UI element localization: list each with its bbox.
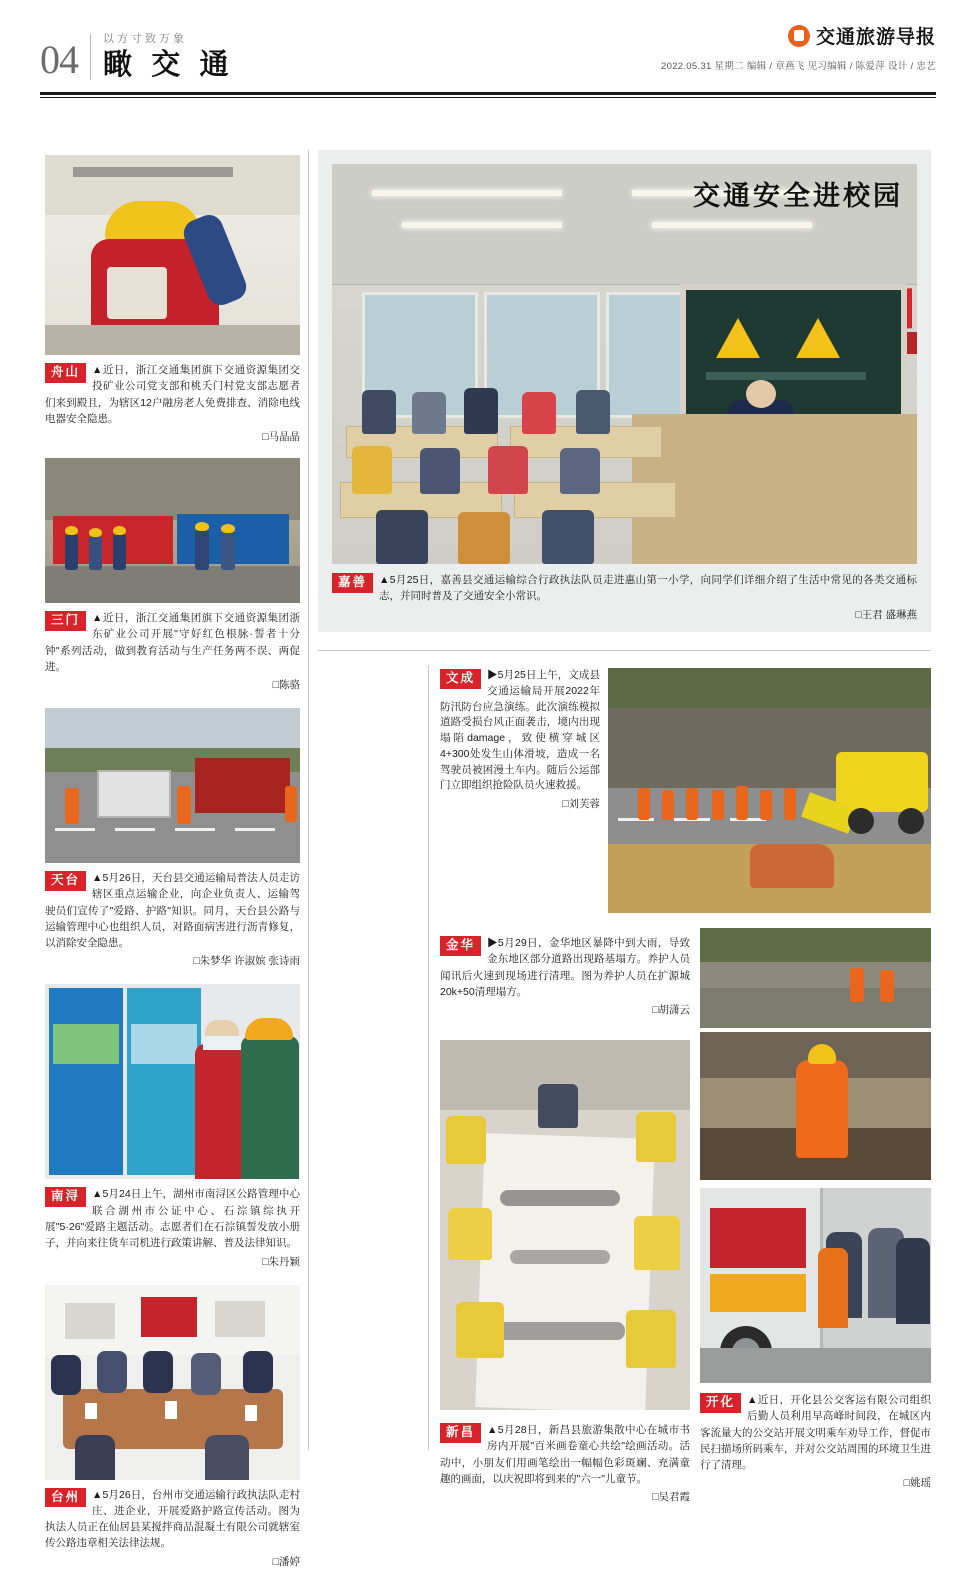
caption-text-wencheng: ▶5月25日上午，文成县交通运输局开展2022年防汛防台应急演练。此次演练模拟道路受损台风正面袭击，境内出现塌陷damage，致使横穿城区4+300处发生山体滑坡，造成一名驾驶员被困漫土车内。随后公运部门立即组织抢险队员火速救援。	[440, 669, 600, 792]
byline-sanmen: □陈骆	[272, 679, 300, 692]
news-block-taizhou	[45, 1285, 300, 1569]
caption-text-tiantai: ▲5月26日，天台县交通运输局普法人员走访辖区重点运输企业，向企业负责人、运输驾驶员们宣传了"爱路、护路"知识。同月，天台县公路与运输管理中心也组织人员，对路面病害进行沥青修复，以消除安全隐患。	[45, 872, 300, 950]
caption-zhoushan	[45, 362, 300, 444]
city-tag-taizhou: 台州	[45, 1488, 86, 1508]
caption-nanxun	[45, 1186, 300, 1268]
photo-sanmen	[45, 458, 300, 603]
photo-jinhua-2	[700, 1032, 931, 1180]
news-block-xinchang	[440, 1422, 690, 1504]
masthead-rule-thick	[40, 92, 936, 95]
brand-row	[661, 22, 936, 49]
news-block-jinhua	[440, 935, 690, 1017]
caption-text-kaihua: ▲近日，开化县公交客运有限公司组织后勤人员利用早高峰时间段，在城区内客流量大的公交站开展文明乘车劝导工作，督促市民扫描场所码乘车，并对公交站周围的环境卫生进行了清理。	[700, 1394, 931, 1472]
photo-tiantai	[45, 708, 300, 863]
news-block-tiantai	[45, 708, 300, 968]
news-block-wencheng	[440, 668, 600, 811]
caption-text-taizhou: ▲5月26日，台州市交通运输行政执法队走村庄、进企业，开展爱路护路宣传活动。图为执法人员正在仙居县某搅拌商品混凝土有限公司就辖室传公路违章相关法律法规。	[45, 1488, 300, 1550]
loader-vehicle	[836, 752, 928, 812]
city-tag-sanmen: 三门	[45, 611, 86, 631]
paper-scroll	[475, 1133, 654, 1410]
masthead-divider	[90, 34, 91, 80]
byline-wencheng: □刘芙蓉	[562, 798, 600, 810]
city-tag-wencheng: 文成	[440, 669, 481, 689]
byline-taizhou: □潘婷	[272, 1555, 300, 1568]
city-tag-xinchang: 新昌	[440, 1423, 481, 1443]
photo-kaihua	[700, 1188, 931, 1383]
caption-jinhua	[440, 935, 690, 1017]
byline-tiantai: □朱梦华 许淑嫔 张诗雨	[193, 955, 300, 968]
news-block-nanxun	[45, 984, 300, 1268]
news-block-sanmen	[45, 458, 300, 692]
caption-kaihua	[700, 1392, 931, 1490]
caption-feature	[332, 572, 917, 622]
issue-meta: 2022.05.31 星期二 编辑 / 章燕飞 见习编辑 / 陈爱萍 设计 / 忠艺	[661, 61, 936, 72]
caption-xinchang	[440, 1422, 690, 1504]
photo-zhoushan	[45, 155, 300, 355]
left-column	[45, 155, 300, 1583]
city-tag-nanxun: 南浔	[45, 1187, 86, 1207]
byline-feature: □王君 盛琳燕	[855, 608, 917, 621]
masthead-rule-thin	[40, 97, 936, 98]
newspaper-logo-icon	[788, 25, 810, 47]
byline-nanxun: □朱丹颖	[262, 1255, 300, 1268]
caption-text-jinhua: ▶5月29日，金华地区暴降中到大雨，导致金东地区部分道路出现路基塌方。养护人员闻讯后火速到现场进行清理。图为养护人员在扩源城20k+50清理塌方。	[440, 937, 690, 998]
feature-story	[318, 150, 931, 632]
caption-wencheng	[440, 668, 600, 811]
city-tag-kaihua: 开化	[700, 1393, 741, 1413]
page-number: 04	[40, 37, 78, 82]
photo-xinchang	[440, 1040, 690, 1410]
photo-feature-classroom	[332, 164, 917, 564]
masthead-right	[661, 22, 936, 72]
city-tag-jiashan: 嘉善	[332, 573, 373, 593]
caption-text-sanmen: ▲近日，浙江交通集团旗下交通资源集团浙东矿业公司开展"守好红色根脉·誓者十分钟"系列活动，做到教育活动与生产任务两不误、两促进。	[45, 612, 300, 673]
column-rule-mid	[428, 665, 429, 1450]
byline-jinhua: □胡潇云	[652, 1004, 690, 1017]
newspaper-name: 交通旅游导报	[815, 27, 936, 48]
news-block-zhoushan	[45, 155, 300, 444]
caption-text-nanxun: ▲5月24日上午，湖州市南浔区公路管理中心联合湖州市公证中心、石淙镇综执开展"5·26"爱路主题活动。志愿者们在石淙镇誓发放小册子，并向来往货车司机进行政策讲解、普及法律知识。	[45, 1188, 300, 1250]
section-rule-top	[318, 650, 931, 651]
photo-jinhua-1	[700, 928, 931, 1028]
byline-zhoushan: □马晶晶	[262, 431, 300, 444]
classroom-whiteboard	[680, 284, 907, 426]
city-tag-tiantai: 天台	[45, 871, 86, 891]
caption-tiantai	[45, 870, 300, 968]
news-block-kaihua	[700, 1392, 931, 1490]
masthead	[40, 22, 936, 84]
caption-text-xinchang: ▲5月28日，新昌县旅游集散中心在城市书房内开展"百米画卷童心共绘"绘画活动。活动中，小朋友们用画笔绘出一幅幅色彩斑斓、充满童趣的画面，以庆祝即将到来的"六一"儿童节。	[440, 1424, 690, 1485]
feature-headline: 交通安全进校园	[693, 181, 903, 211]
column-rule-left	[308, 150, 309, 1450]
buried-car	[750, 844, 834, 888]
city-tag-jinhua: 金华	[440, 936, 481, 956]
maintenance-worker	[796, 1060, 848, 1158]
caption-sanmen	[45, 610, 300, 692]
caption-text-feature: ▲5月25日，嘉善县交通运输综合行政执法队员走进惠山第一小学，向同学们详细介绍了生活中常见的各类交通标志，并同时普及了交通安全小常识。	[379, 574, 917, 603]
masthead-words	[103, 34, 235, 80]
photo-taizhou	[45, 1285, 300, 1480]
masthead-subtitle: 以方寸致万象	[103, 33, 187, 45]
photo-wencheng	[608, 668, 931, 913]
byline-kaihua: □姚瑶	[903, 1477, 931, 1490]
city-tag-zhoushan: 舟山	[45, 363, 86, 383]
caption-taizhou	[45, 1487, 300, 1569]
section-title: 瞰 交 通	[103, 49, 235, 81]
photo-nanxun	[45, 984, 300, 1179]
masthead-left	[40, 22, 235, 80]
caption-text-zhoushan: ▲近日，浙江交通集团旗下交通资源集团交投矿业公司党支部和桃夭门村党支部志愿者们来到殿且，为辖区12户融房老人免费排查、消除电线电器安全隐患。	[45, 364, 300, 425]
byline-xinchang: □吴君霞	[652, 1491, 690, 1504]
